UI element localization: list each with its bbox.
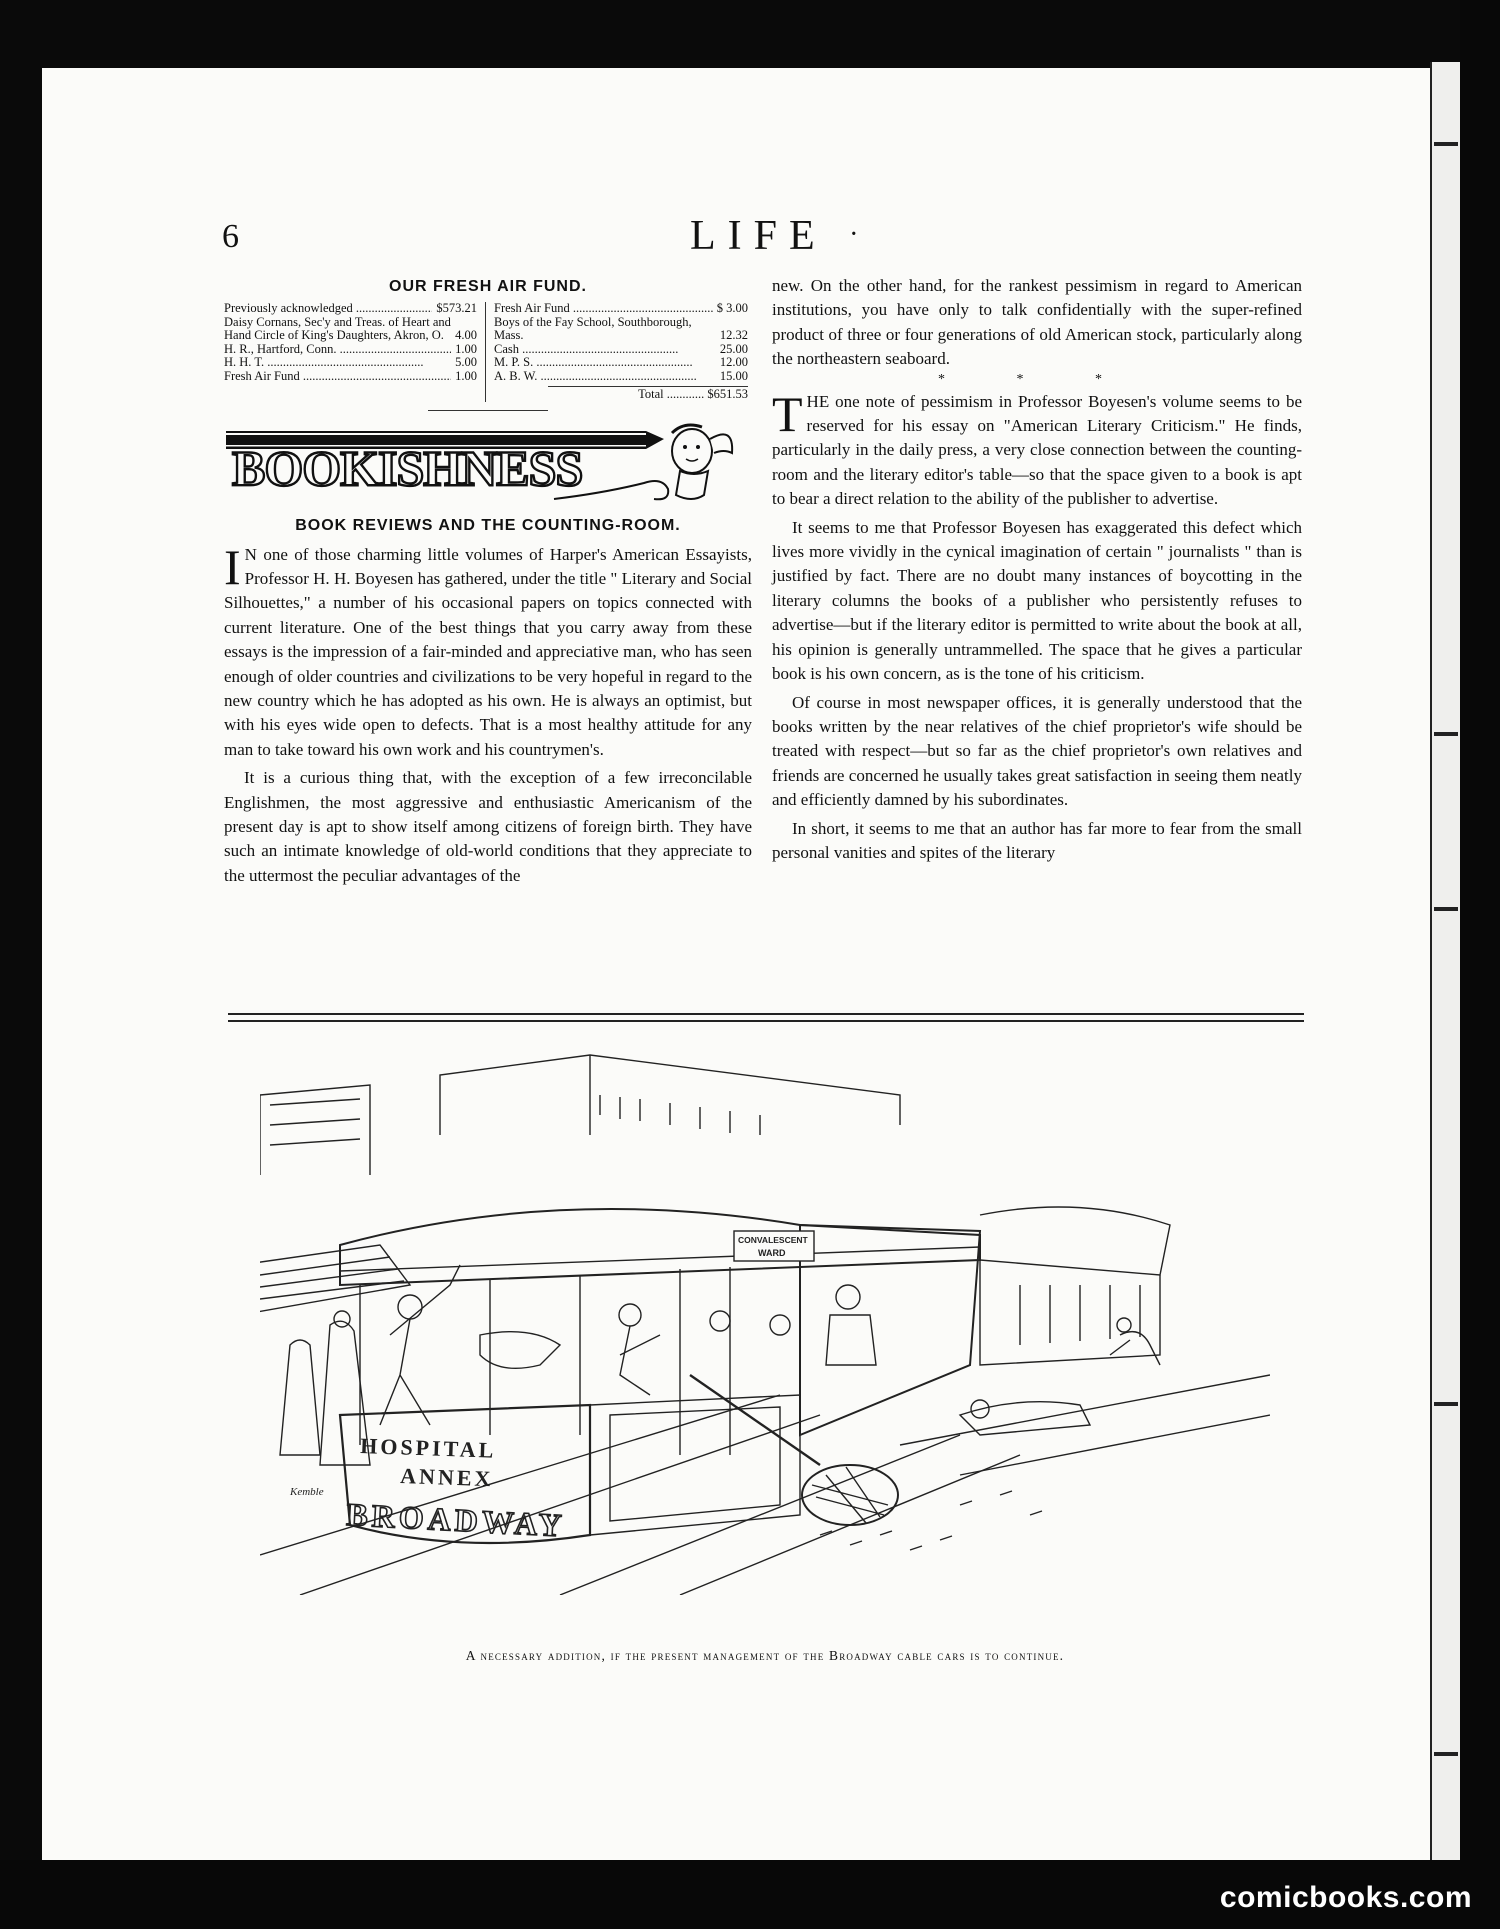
left-column xyxy=(224,274,752,888)
fund-amount: 25.00 xyxy=(719,341,748,356)
fund-total: Total ............ $651.53 xyxy=(548,386,748,402)
fund-amount: 12.32 xyxy=(719,328,748,342)
paragraph xyxy=(772,385,1302,512)
fund-amount: 5.00 xyxy=(455,355,477,369)
fund-amount: 12.00 xyxy=(719,355,748,369)
fund-row xyxy=(494,343,748,357)
fund-total-amount: $651.53 xyxy=(707,387,748,401)
paragraph: Of course in most newspaper offices, it is generally understood that the books written by the near relatives of the chief proprietor's wife should be treated with respect—but so far as the chief proprietor's own relatives and friends are concerned he usually takes great satisfaction in seeing them neatly and efficiently damned by his subordinates. xyxy=(772,692,1302,810)
section-stars: * * * xyxy=(938,371,1136,387)
binding-mark xyxy=(1434,142,1458,146)
fund-label: H. R., Hartford, Conn. ..... xyxy=(224,343,451,357)
fund-label: M. P. S. ..... xyxy=(494,356,716,370)
fund-total-label: Total xyxy=(638,387,664,401)
scan-border-right xyxy=(1460,0,1500,1929)
banner-art xyxy=(224,419,752,509)
fund-label: Daisy Cornans, Sec'y and Treas. of Heart and Hand Circle of King's Daughters, Akron, O. xyxy=(224,315,451,342)
page-number: 6 xyxy=(222,218,239,255)
right-column xyxy=(772,274,1302,865)
fund-amount: $ 3.00 xyxy=(716,301,748,315)
masthead-dot: · xyxy=(849,219,859,250)
fund-label: A. B. W. ..... xyxy=(494,370,716,384)
binding-mark xyxy=(1434,732,1458,736)
binding-mark xyxy=(1434,907,1458,911)
masthead xyxy=(690,212,858,260)
car-sign-line2: ANNEX xyxy=(399,1463,494,1492)
paragraph-text: HE one note of pessimism in Professor Boyesen's volume seems to be reserved for his essay on "American Literary Criticism." He finds, particularly in the daily press, a very close connection between the counting-room and the literary editor's table—so that the space given to a book is apt to bear a direct relation to the ability of the publisher to advertise. xyxy=(772,391,1302,509)
fund-column-right xyxy=(486,302,748,402)
fund-row xyxy=(494,316,748,343)
article-right-text xyxy=(772,274,1302,865)
drop-cap: T xyxy=(772,385,803,442)
fund-row xyxy=(494,356,748,370)
fund-label: Fresh Air Fund ..... xyxy=(224,370,451,384)
fund-label: Fresh Air Fund ..... xyxy=(494,302,713,316)
article-left-text xyxy=(224,538,752,889)
ward-sign-line2: WARD xyxy=(758,1248,786,1258)
fund-title: OUR FRESH AIR FUND. xyxy=(389,278,587,295)
illustration-caption: A necessary addition, if the present management of the Broadway cable cars is to continue. xyxy=(465,1648,1065,1663)
paragraph: In short, it seems to me that an author has far more to fear from the small personal vanities and spites of the literary xyxy=(772,818,1302,862)
fund-amount: 4.00 xyxy=(455,328,477,342)
bookishness-banner xyxy=(224,419,752,509)
fund-column-left xyxy=(224,302,486,402)
binding-mark xyxy=(1434,1402,1458,1406)
fund-row xyxy=(224,316,477,343)
fund-row xyxy=(224,356,477,370)
binding-edge xyxy=(1430,62,1460,1862)
fund-row xyxy=(494,370,748,384)
fund-label: Boys of the Fay School, Southborough, Mass. xyxy=(494,315,692,342)
ward-sign-line1: CONVALESCENT xyxy=(738,1235,808,1245)
double-divider xyxy=(228,1013,1304,1022)
fund-row xyxy=(224,302,477,316)
watermark: comicbooks.com xyxy=(1219,1881,1472,1914)
fund-row xyxy=(224,370,477,384)
cable-car-drawing xyxy=(260,1035,1270,1595)
fund-amount: 15.00 xyxy=(719,368,748,383)
article-heading: BOOK REVIEWS AND THE COUNTING-ROOM. xyxy=(295,516,681,534)
paragraph xyxy=(224,538,752,763)
fund-amount: $573.21 xyxy=(436,301,477,315)
masthead-title: LIFE xyxy=(690,213,827,259)
fund-amount: 1.00 xyxy=(455,341,477,356)
divider xyxy=(428,410,548,411)
binding-mark xyxy=(1434,1752,1458,1756)
artist-signature: Kemble xyxy=(290,1486,324,1498)
fund-row xyxy=(494,302,748,316)
car-sign-line1: HOSPITAL xyxy=(359,1433,497,1463)
paragraph: It is a curious thing that, with the exception of a few irreconcilable Englishmen, the most aggressive and enthusiastic Americanism of the present day is apt to show itself among citizens of foreign birth. They have such an intimate knowledge of old-world conditions that they appreciate to the uttermost the peculiar advantages of the xyxy=(224,768,752,885)
fund-label: H. H. T. ..... xyxy=(224,356,451,370)
paragraph: It seems to me that Professor Boyesen has exaggerated this defect which lives more vividly in the cynical imagination of certain " journalists " than is justified by fact. There are no doubt many instances of boycotting in the literary columns the books of a publisher who persistently refuses to advertise—but if the literary editor is permitted to write about the book at all, his opinion is generally untrammelled. The space that he gives a particular book is his own concern, as is the tone of his criticism. xyxy=(772,517,1302,684)
paragraph-text: N one of those charming little volumes of Harper's American Essayists, Professor H. H. Boyesen has gathered, under the title " Literary and Social Silhouettes," a number of his occasional papers on topics connected with current literature. One of the best things that you carry away from these essays is the impression of a fair-minded and appreciative man, who has seen enough of older countries and civilizations to be very hopeful in regard to the new country which he has adopted as his own. He is always an optimist, but with his eyes wide open to defects. That is a most healthy attitude for any man to take toward his own work and his countrymen's. xyxy=(224,544,752,759)
car-sign-line3: BROADWAY xyxy=(345,1496,567,1544)
fund-label: Cash ..... xyxy=(494,343,716,357)
fund-table xyxy=(224,302,752,402)
paragraph: new. On the other hand, for the rankest pessimism in regard to American institutions, you have only to talk confidentially with the super-refined product of three or four generations of old American stock, particularly along the northeastern seaboard. xyxy=(772,276,1302,369)
banner-title: BOOKISHNESS xyxy=(232,439,583,496)
fund-label: Previously acknowledged ..... xyxy=(224,302,432,316)
fund-amount: 1.00 xyxy=(455,368,477,383)
drop-cap: I xyxy=(224,538,241,595)
fund-row xyxy=(224,343,477,357)
cable-car-illustration xyxy=(260,1035,1270,1595)
